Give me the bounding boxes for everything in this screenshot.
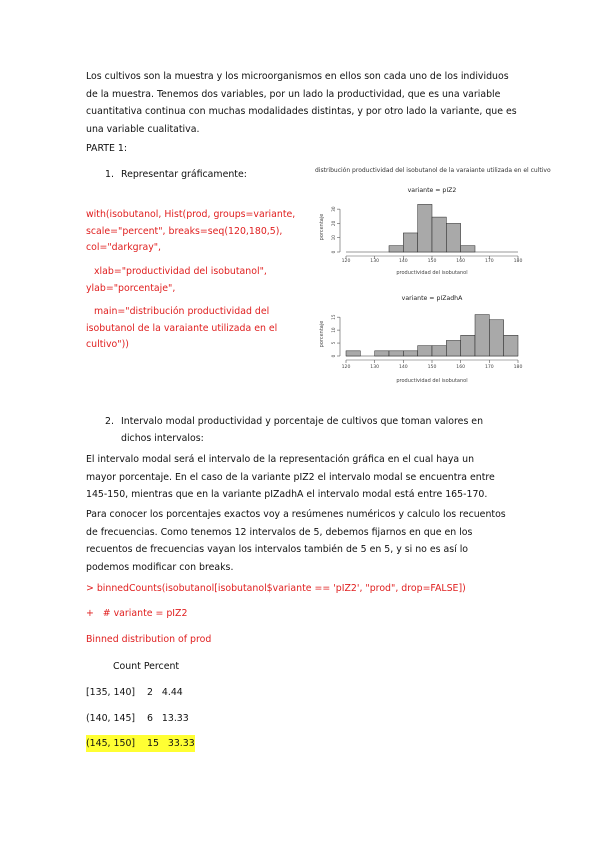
item1-title: Representar gráficamente: [121, 169, 247, 180]
r-comment: + # variante = pIZ2 [86, 608, 188, 619]
histogram-bar [432, 217, 446, 252]
table-row-1: [135, 140] 2 4.44 [86, 687, 183, 698]
x-tick-label: 120 [341, 365, 351, 370]
histogram-bar [475, 315, 489, 356]
x-axis-label: productividad del isobutanol [396, 270, 468, 276]
x-tick-label: 170 [484, 365, 494, 370]
table-row-3-highlighted: (145, 150] 15 33.33 [86, 735, 195, 752]
x-tick-label: 170 [484, 259, 494, 264]
part-title: PARTE 1: [86, 143, 128, 154]
histogram-bar [389, 351, 403, 356]
x-tick-label: 180 [513, 259, 523, 264]
item1-number: 1. [105, 169, 114, 180]
histogram-svg [310, 166, 540, 392]
y-tick-label: 0 [331, 250, 336, 254]
x-tick-label: 160 [456, 365, 466, 370]
histogram-bar [375, 351, 389, 356]
histogram-bar [389, 246, 403, 252]
y-tick-label: 20 [331, 220, 336, 227]
x-tick-label: 160 [456, 259, 466, 264]
x-tick-label: 180 [513, 365, 523, 370]
y-tick-label: 30 [331, 206, 336, 212]
modal-paragraph: El intervalo modal será el intervalo de la representación gráfica en el cual haya un mayor porcentaje. En el caso de la variante pIZ2 el intervalo modal se encuentra entre 145-150, mientras que en la variante pIZadhA el intervalo modal está entre 165-170. [86, 454, 495, 500]
table-header: Count Percent [113, 661, 180, 672]
panel-title: variante = pIZadhA [401, 295, 463, 302]
histogram-bar [346, 351, 360, 356]
x-tick-label: 140 [398, 365, 408, 370]
table-row-2: (140, 145] 6 13.33 [86, 713, 189, 724]
x-tick-label: 130 [370, 365, 380, 370]
histogram-bar [461, 246, 475, 252]
counts-paragraph: Para conocer los porcentajes exactos voy a resúmenes numéricos y calculo los recuentos de frecuencias. Como tenemos 12 intervalos de 5, debemos fijarnos en que en los recuentos de frecuencias vayan los intervalos también de 5 en 5, y si no es así lo podemos modificar con breaks. [86, 509, 506, 573]
panel-title: variante = pIZ2 [407, 187, 457, 194]
histogram-bar [403, 233, 417, 252]
code-line-3: main="distribución productividad del isobutanol de la varaiante utilizada en el cultivo")) [86, 306, 278, 350]
histogram-bar [432, 346, 446, 356]
histogram-bar [504, 335, 518, 356]
binned-title: Binned distribution of prod [86, 634, 212, 645]
x-axis-label: productividad del isobutanol [396, 378, 468, 384]
y-axis-label: porcentaje [319, 213, 325, 241]
x-tick-label: 130 [370, 259, 380, 264]
histogram-figure [310, 166, 551, 392]
figure-main-title: distribución productividad del isobutanol de la varaiante utilizada en el cultivo [315, 167, 551, 174]
x-tick-label: 150 [427, 365, 437, 370]
x-tick-label: 150 [427, 259, 437, 264]
y-tick-label: 10 [331, 235, 336, 241]
y-tick-label: 0 [331, 354, 336, 358]
intro-paragraph: Los cultivos son la muestra y los microorganismos en ellos son cada uno de los individuos de la muestra. Tenemos dos variables, por un lado la productividad, que es una variable cuantitativa continua con muchas modalidades distintas, y por otro lado la variante, que es una variable cualitativa. [86, 71, 517, 135]
code-line-1: with(isobutanol, Hist(prod, groups=variante, scale="percent", breaks=seq(120,180,5), col="darkgray", [86, 209, 296, 253]
x-tick-label: 140 [398, 259, 408, 264]
item2-title: Intervalo modal productividad y porcentaje de cultivos que toman valores en dichos intervalos: [121, 416, 484, 444]
histogram-bar [418, 346, 432, 356]
histogram-bar [403, 351, 417, 356]
code-line-2: xlab="productividad del isobutanol", ylab="porcentaje", [86, 266, 267, 294]
y-tick-label: 10 [331, 327, 336, 333]
histogram-bar [446, 340, 460, 356]
histogram-bar [489, 320, 503, 356]
y-tick-label: 15 [331, 314, 336, 320]
histogram-bar [461, 335, 475, 356]
histogram-bar [446, 223, 460, 252]
y-tick-label: 5 [331, 341, 336, 345]
histogram-bar [418, 204, 432, 252]
y-axis-label: porcentaje [319, 320, 325, 348]
x-tick-label: 120 [341, 259, 351, 264]
r-command: > binnedCounts(isobutanol[isobutanol$variante == 'pIZ2', "prod", drop=FALSE]) [86, 583, 466, 594]
item2-number: 2. [105, 416, 114, 427]
